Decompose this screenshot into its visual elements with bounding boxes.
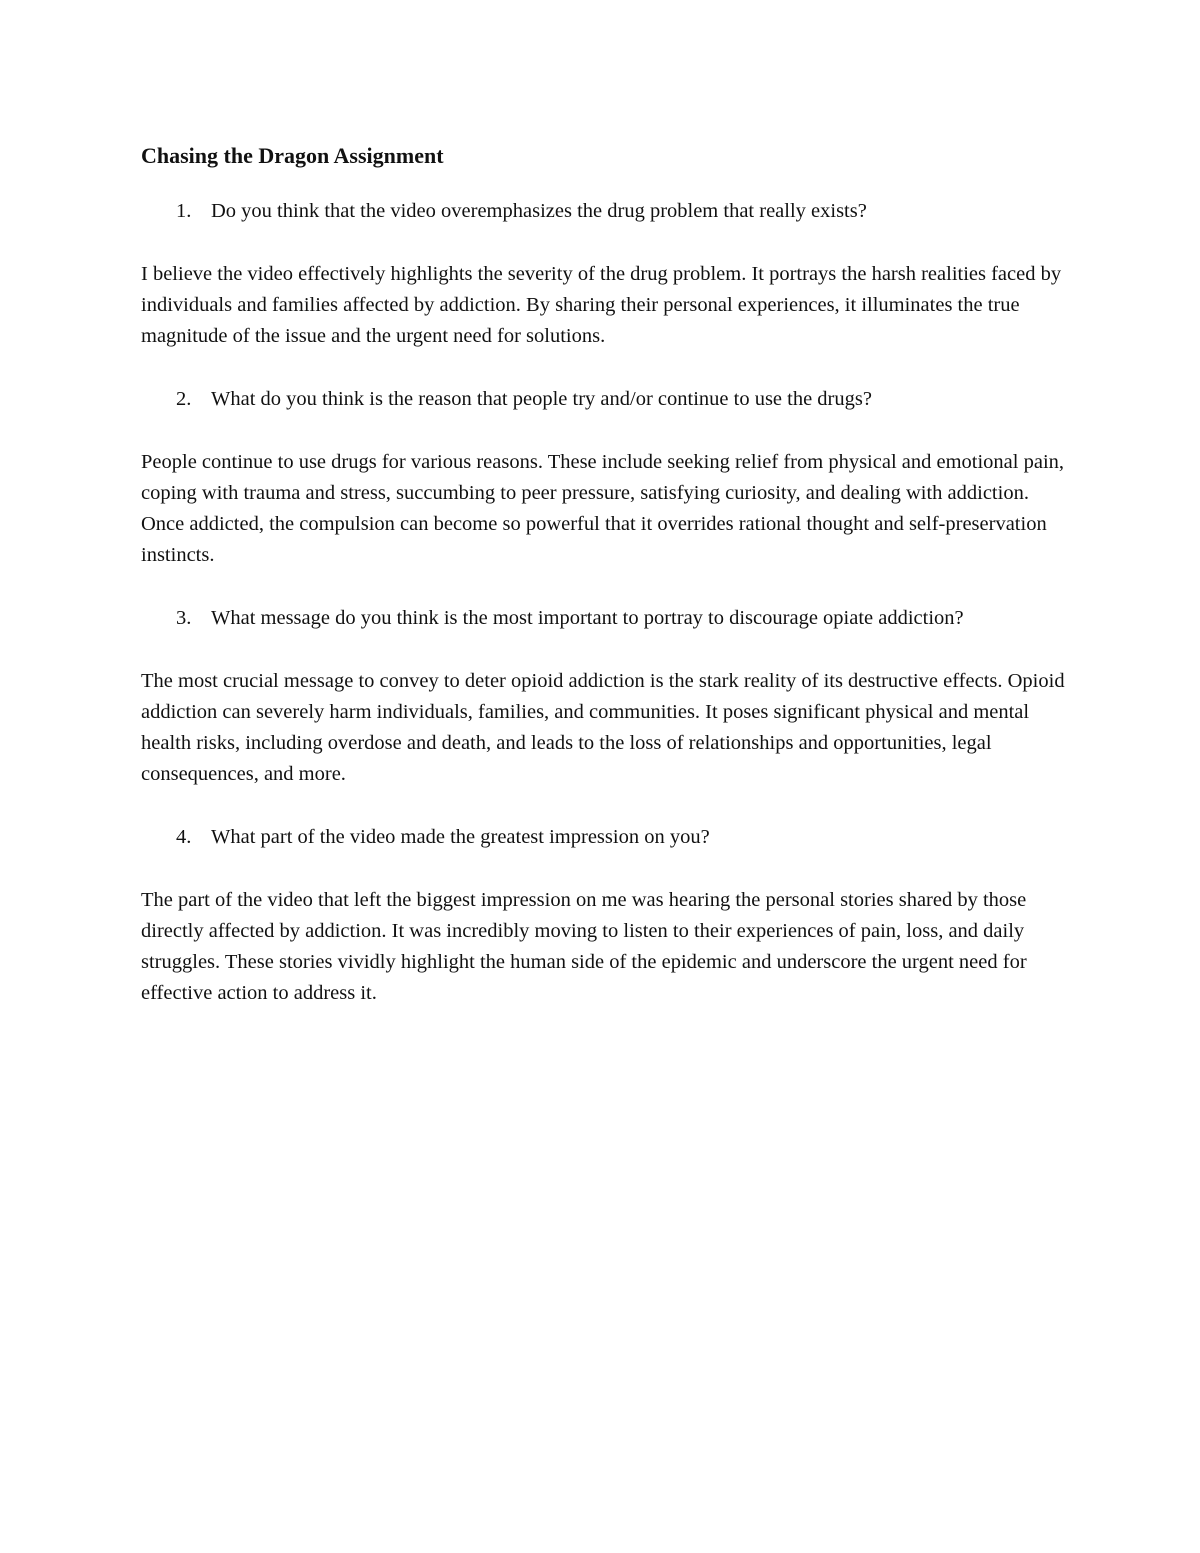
document-title: Chasing the Dragon Assignment: [141, 143, 444, 168]
question-text: What part of the video made the greatest impression on you?: [211, 826, 710, 848]
question-text: What do you think is the reason that people try and/or continue to use the drugs?: [211, 388, 872, 410]
question-number: 2.: [176, 388, 192, 410]
answer-3: The most crucial message to convey to deter opioid addiction is the stark reality of its destructive effects. Opioid addiction can severely harm individuals, families, and communities. It poses significant physical and mental health risks, including overdose and death, and leads to the loss of relationships and opportunities, legal consequences, and more.: [141, 670, 1065, 785]
question-number: 3.: [176, 607, 192, 629]
answer-4: The part of the video that left the biggest impression on me was hearing the personal stories shared by those directly affected by addiction. It was incredibly moving to listen to their experiences of pain, loss, and daily struggles. These stories vividly highlight the human side of the epidemic and underscore the urgent need for effective action to address it.: [141, 889, 1027, 1004]
question-2: [141, 384, 1066, 415]
answer-1: I believe the video effectively highlights the severity of the drug problem. It portrays the harsh realities faced by individuals and families affected by addiction. By sharing their personal experiences, it illuminates the true magnitude of the issue and the urgent need for solutions.: [141, 263, 1062, 347]
question-number: 1.: [176, 200, 192, 222]
question-3: [141, 603, 1066, 634]
question-text: Do you think that the video overemphasizes the drug problem that really exists?: [211, 200, 867, 222]
question-1: [141, 196, 1066, 227]
question-number: 4.: [176, 826, 192, 848]
answer-2: People continue to use drugs for various reasons. These include seeking relief from physical and emotional pain, coping with trauma and stress, succumbing to peer pressure, satisfying curiosity, and dealing with addiction. Once addicted, the compulsion can become so powerful that it overrides rational thought and self-preservation instincts.: [141, 451, 1065, 566]
question-text: What message do you think is the most important to portray to discourage opiate addiction?: [211, 607, 964, 629]
document-body: [141, 140, 1066, 1041]
question-4: [141, 822, 1066, 853]
